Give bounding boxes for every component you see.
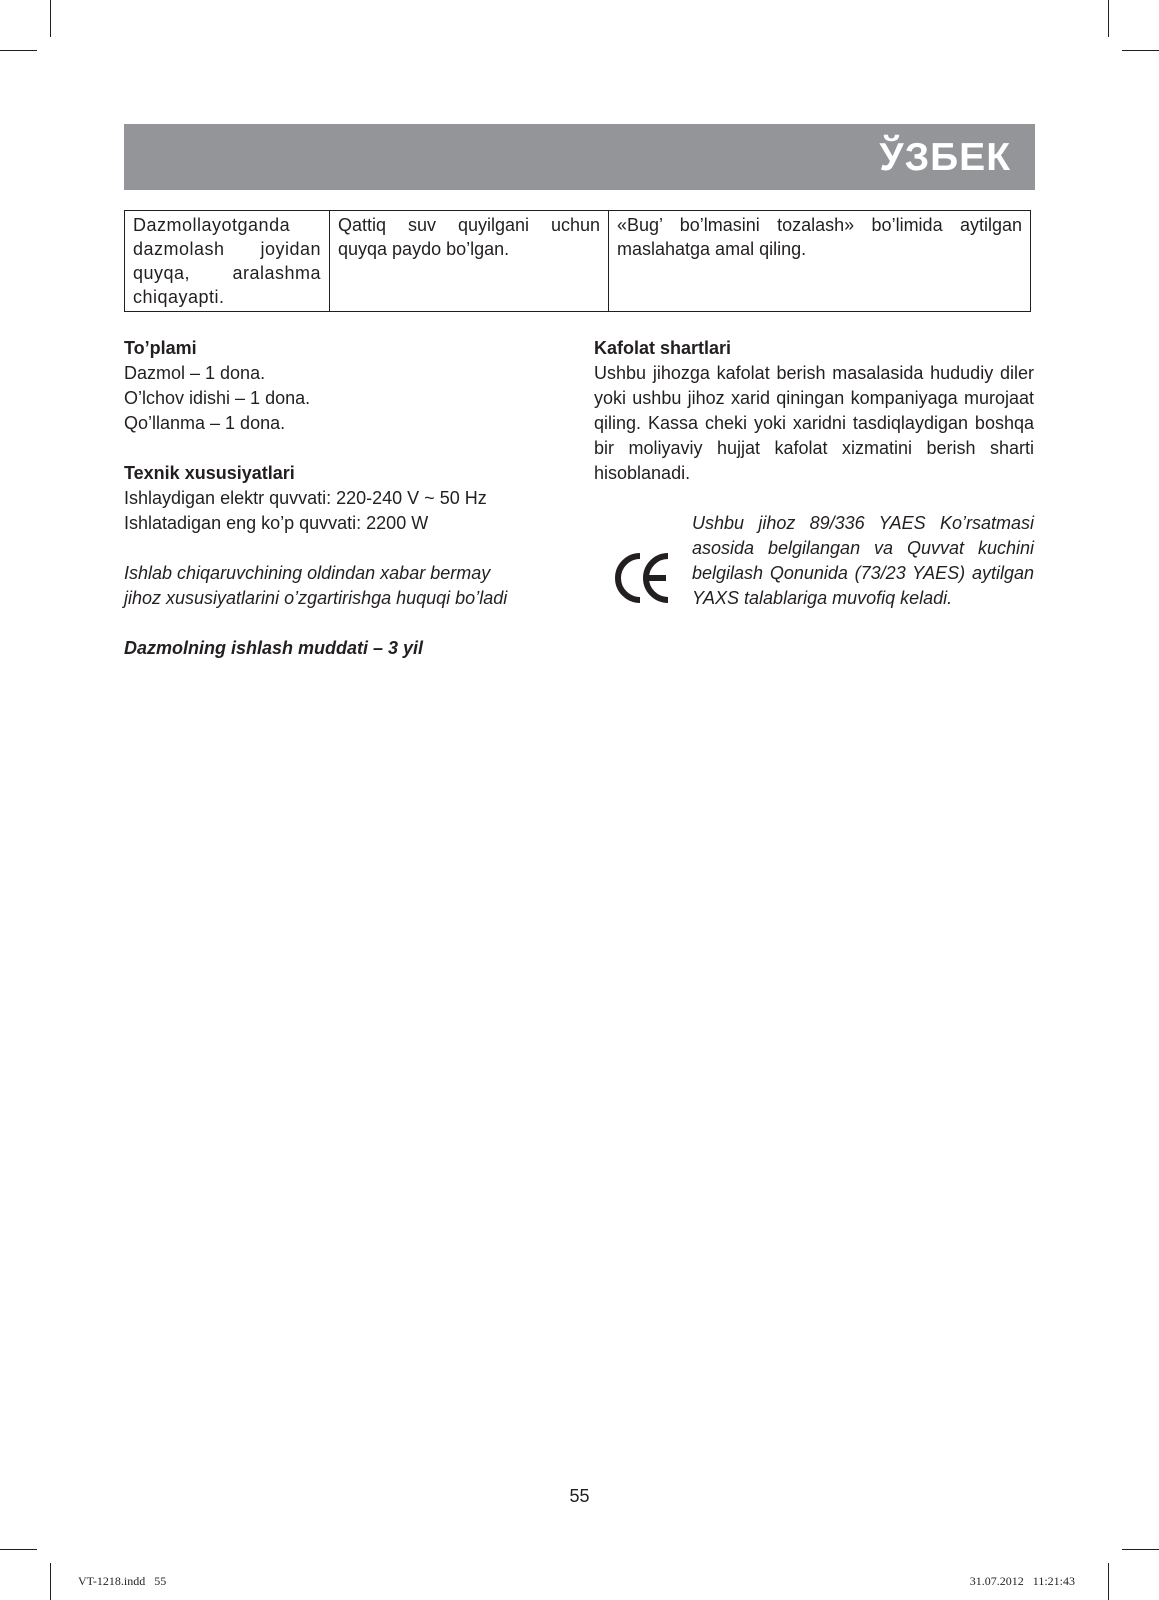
table-row [125,211,1031,312]
notice-line: Ishlab chiqaruvchining oldindan xabar bermay [124,563,491,583]
package-item: O’lchov idishi – 1 dona. [124,388,311,408]
ce-compliance-text: Ushbu jihoz 89/336 YAES Ko’rsatmasi asosida belgilangan va Quvvat kuchini belgilash Qonunida (73/23 YAES) aytilgan YAXS talablariga muvofiq keladi. [692,513,1034,608]
ce-mark-icon [610,550,674,606]
troubleshooting-table [124,210,1031,312]
warranty-heading: Kafolat shartlari [594,338,732,358]
package-heading: To’plami [124,338,197,358]
crop-mark [1122,50,1159,51]
notice-line: jihoz xususiyatlarini o’zgartirishga huquqi bo’ladi [124,588,508,608]
crop-mark [0,1549,37,1550]
crop-mark [1108,1563,1109,1600]
crop-mark [1122,1549,1159,1550]
spec-item: Ishlaydigan elektr quvvati: 220-240 V ~ 50 Hz [124,488,487,508]
specs-heading: Texnik xususiyatlari [124,463,295,483]
crop-mark [50,1563,51,1600]
right-column [594,336,1034,486]
language-title: ЎЗБЕК [879,136,1011,179]
package-item: Qo’llanma – 1 dona. [124,413,286,433]
crop-mark [50,0,51,37]
solution-cell: «Bug’ bo’lmasini tozalash» bo’limida aytilgan maslahatga amal qiling. [609,211,1031,312]
warranty-text: Ushbu jihozga kafolat berish masalasida hududiy diler yoki ushbu jihoz xarid qiningan kompaniyaga murojaat qiling. Kassa cheki yoki xaridni tasdiqlaydigan boshqa bir moliyaviy hujjat kafolat xizmatini berish sharti hisoblanadi. [594,363,1034,483]
page-number: 55 [569,1486,590,1506]
footer-file-slug: VT-1218.indd 55 [78,1574,167,1588]
crop-mark [0,50,37,51]
service-life: Dazmolning ishlash muddati – 3 yil [124,638,424,658]
cause-cell: Qattiq suv quyilgani uchun quyqa paydo bo’lgan. [330,211,609,312]
footer-datetime-slug: 31.07.2012 11:21:43 [969,1574,1075,1588]
left-column [124,336,564,661]
spec-item: Ishlatadigan eng ko’p quvvati: 2200 W [124,513,429,533]
language-header-bar [124,124,1035,190]
problem-cell: Dazmollayotganda dazmolash joyidan quyqa, aralashma chiqayapti. [125,211,330,312]
package-item: Dazmol – 1 dona. [124,363,266,383]
crop-mark [1108,0,1109,37]
